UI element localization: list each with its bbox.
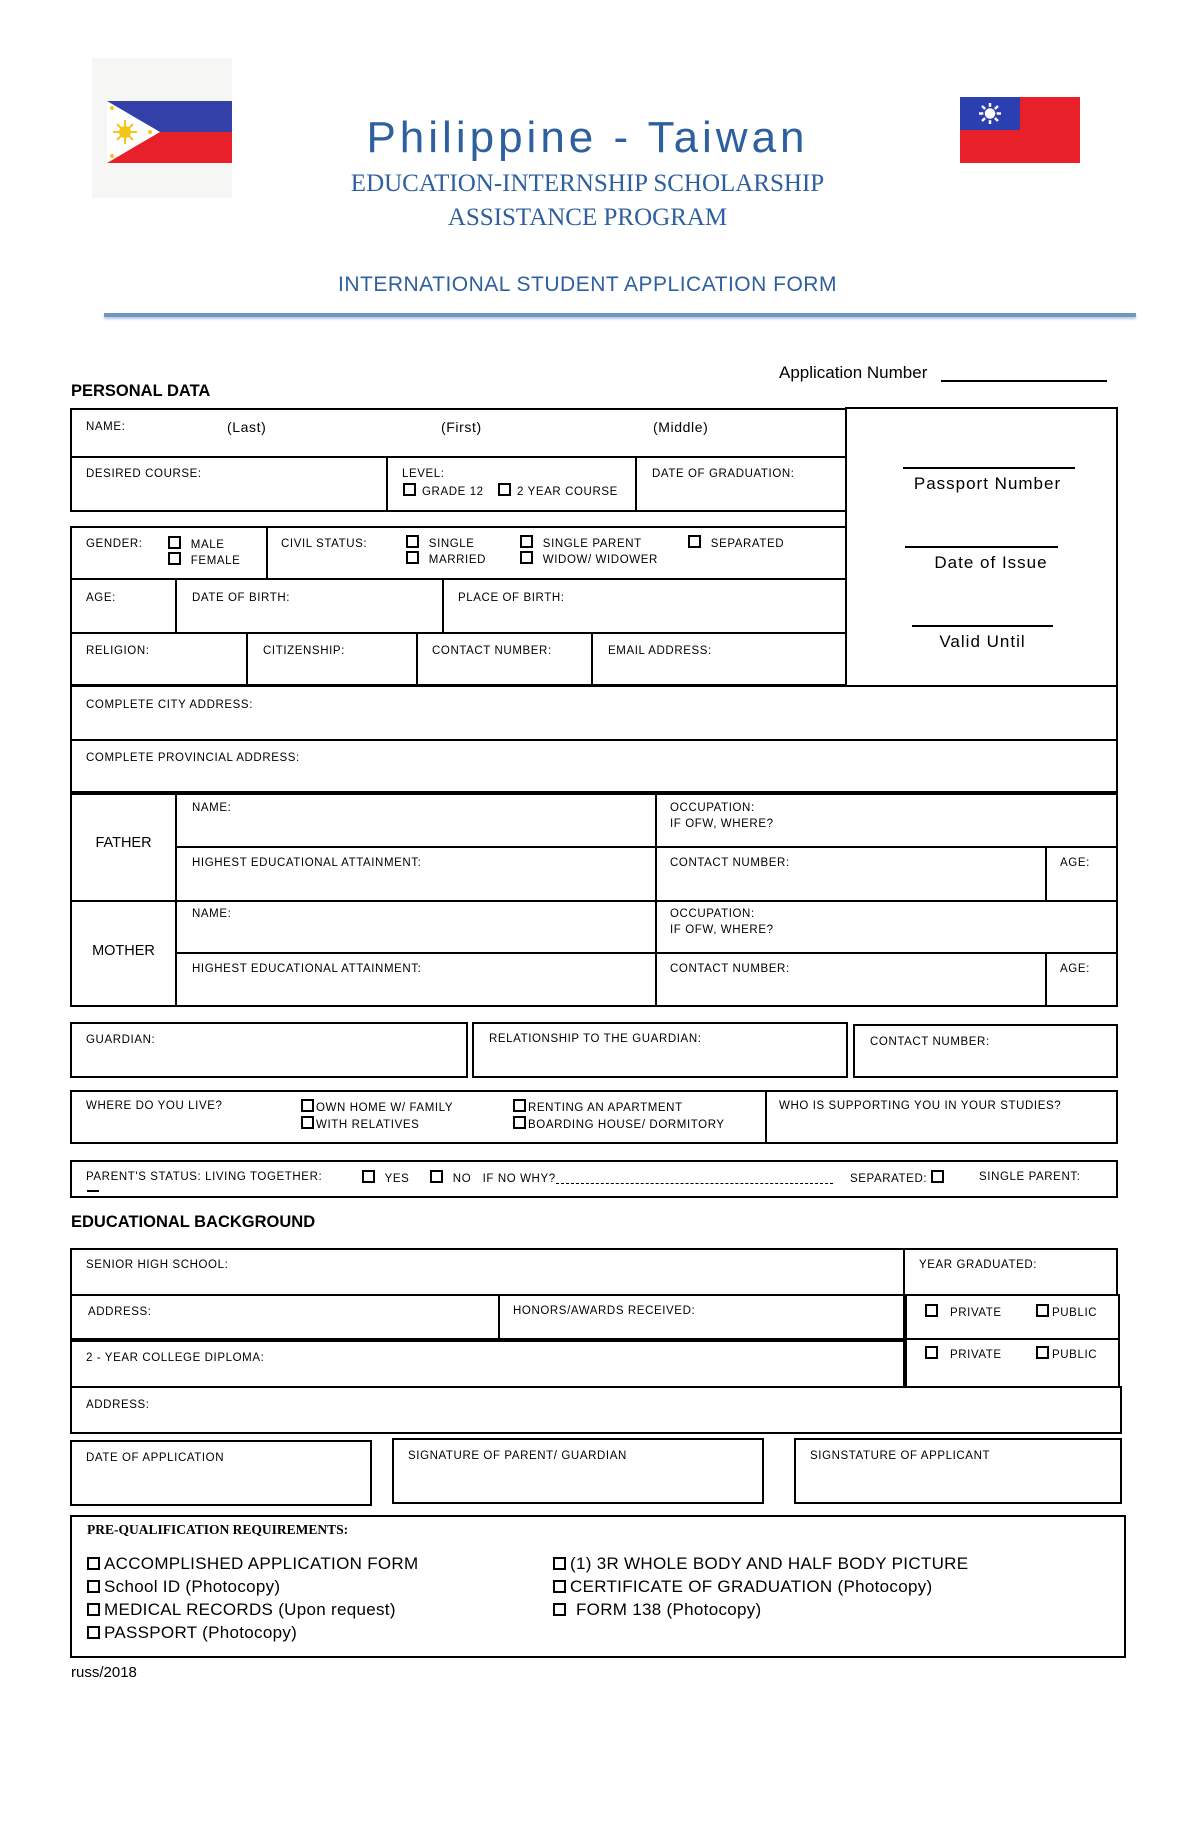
req-application-form: ACCOMPLISHED APPLICATION FORM <box>87 1554 418 1574</box>
where-live-label: WHERE DO YOU LIVE? <box>86 1100 223 1112</box>
civil-married-option[interactable]: MARRIED <box>406 551 486 566</box>
program-subtitle-1: EDUCATION-INTERNSHIP SCHOLARSHIP <box>350 170 825 197</box>
age-label: AGE: <box>86 592 116 604</box>
status-yes-option[interactable]: YES <box>362 1170 409 1185</box>
provincial-address-row <box>70 739 1118 793</box>
senior-high-row <box>70 1248 905 1296</box>
college-address-row <box>70 1386 1122 1434</box>
date-of-issue-line <box>905 546 1058 548</box>
req-form-138-checkbox[interactable] <box>553 1603 566 1616</box>
guardian-contact-box <box>853 1024 1118 1078</box>
status-separated-checkbox[interactable] <box>931 1170 944 1183</box>
parent-signature-label: SIGNATURE OF PARENT/ GUARDIAN <box>408 1450 627 1462</box>
single-parent-checkbox[interactable] <box>520 535 533 548</box>
renting-option[interactable]: RENTING AN APARTMENT <box>513 1099 683 1114</box>
college-public-checkbox[interactable] <box>1036 1346 1049 1359</box>
header-rule <box>104 313 1136 317</box>
req-school-id: School ID (Photocopy) <box>87 1577 280 1597</box>
date-of-issue-label: Date of Issue <box>934 553 1048 572</box>
single-checkbox[interactable] <box>406 535 419 548</box>
email-address-label: EMAIL ADDRESS: <box>608 645 712 657</box>
status-no-option[interactable]: NO IF NO WHY? <box>430 1170 556 1185</box>
contact-number-label: CONTACT NUMBER: <box>432 645 552 657</box>
city-address-row <box>70 685 1118 741</box>
shs-public-option[interactable]: PUBLIC <box>1036 1304 1097 1319</box>
single-parent-label: SINGLE PARENT: <box>979 1171 1081 1183</box>
place-of-birth-label: PLACE OF BIRTH: <box>458 592 565 604</box>
civil-widow-option[interactable]: WIDOW/ WIDOWER <box>520 551 658 566</box>
year-graduated-label: YEAR GRADUATED: <box>919 1259 1038 1271</box>
honors-box <box>498 1294 905 1340</box>
valid-until-label: Valid Until <box>939 632 1026 651</box>
relationship-box <box>472 1022 848 1078</box>
gender-female-option[interactable]: FEMALE <box>168 552 240 567</box>
shs-public-checkbox[interactable] <box>1036 1304 1049 1317</box>
mother-occupation-label: OCCUPATION: <box>670 908 755 920</box>
boarding-checkbox[interactable] <box>513 1116 526 1129</box>
gender-label: GENDER: <box>86 538 143 550</box>
applicant-signature-box <box>794 1438 1122 1504</box>
date-of-application-box <box>70 1440 372 1506</box>
grade12-checkbox[interactable] <box>403 483 416 496</box>
req-certificate-checkbox[interactable] <box>553 1580 566 1593</box>
req-form-138: FORM 138 (Photocopy) <box>553 1600 762 1620</box>
middle-name-hint: (Middle) <box>653 419 709 435</box>
program-subtitle-2: ASSISTANCE PROGRAM <box>447 204 728 231</box>
level-label: LEVEL: <box>402 468 445 480</box>
if-no-why-tick <box>87 1190 99 1192</box>
footer-code: russ/2018 <box>71 1664 137 1681</box>
college-private-option[interactable]: PRIVATE <box>925 1346 1002 1361</box>
form-title: INTERNATIONAL STUDENT APPLICATION FORM <box>338 273 837 296</box>
passport-number-label: Passport Number <box>913 474 1062 493</box>
name-label: NAME: <box>86 421 126 433</box>
date-of-graduation-label: DATE OF GRADUATION: <box>652 468 795 480</box>
boarding-option[interactable]: BOARDING HOUSE/ DORMITORY <box>513 1116 725 1131</box>
shs-private-checkbox[interactable] <box>925 1304 938 1317</box>
last-name-hint: (Last) <box>227 419 267 435</box>
who-supports-label: WHO IS SUPPORTING YOU IN YOUR STUDIES? <box>779 1100 1062 1112</box>
mother-education-label: HIGHEST EDUCATIONAL ATTAINMENT: <box>192 963 422 975</box>
civil-single-option[interactable]: SINGLE <box>406 535 475 550</box>
req-picture-checkbox[interactable] <box>553 1557 566 1570</box>
own-home-option[interactable]: OWN HOME W/ FAMILY <box>301 1099 453 1114</box>
own-home-checkbox[interactable] <box>301 1099 314 1112</box>
applicant-signature-label: SIGNSTATURE OF APPLICANT <box>810 1450 991 1462</box>
married-checkbox[interactable] <box>406 551 419 564</box>
req-medical-records: MEDICAL RECORDS (Upon request) <box>87 1600 396 1620</box>
educational-background-heading: EDUCATIONAL BACKGROUND <box>71 1213 316 1231</box>
male-checkbox[interactable] <box>168 536 181 549</box>
college-diploma-row <box>70 1340 905 1388</box>
req-application-form-checkbox[interactable] <box>87 1557 100 1570</box>
status-no-checkbox[interactable] <box>430 1170 443 1183</box>
with-relatives-checkbox[interactable] <box>301 1116 314 1129</box>
guardian-box <box>70 1022 468 1078</box>
father-label: FATHER <box>95 835 152 851</box>
civil-separated-option[interactable]: SEPARATED <box>688 535 784 550</box>
shs-address-label: ADDRESS: <box>88 1306 152 1318</box>
father-contact-label: CONTACT NUMBER: <box>670 857 790 869</box>
if-no-why-line <box>556 1183 833 1184</box>
personal-data-heading: PERSONAL DATA <box>71 382 211 400</box>
father-occupation-label: OCCUPATION: <box>670 802 755 814</box>
gender-male-option[interactable]: MALE <box>168 536 225 551</box>
level-2year-option[interactable]: 2 YEAR COURSE <box>498 483 618 498</box>
separated-checkbox[interactable] <box>688 535 701 548</box>
two-year-checkbox[interactable] <box>498 483 511 496</box>
req-passport: PASSPORT (Photocopy) <box>87 1623 297 1643</box>
honors-label: HONORS/AWARDS RECEIVED: <box>513 1305 696 1317</box>
college-address-label: ADDRESS: <box>86 1399 150 1411</box>
parent-status-label: PARENT'S STATUS: LIVING TOGETHER: <box>86 1171 323 1183</box>
provincial-address-label: COMPLETE PROVINCIAL ADDRESS: <box>86 752 300 764</box>
college-public-option[interactable]: PUBLIC <box>1036 1346 1097 1361</box>
req-picture: (1) 3R WHOLE BODY AND HALF BODY PICTURE <box>553 1554 968 1574</box>
widow-checkbox[interactable] <box>520 551 533 564</box>
level-grade12-option[interactable]: GRADE 12 <box>403 483 484 498</box>
father-education-label: HIGHEST EDUCATIONAL ATTAINMENT: <box>192 857 422 869</box>
date-of-birth-label: DATE OF BIRTH: <box>192 592 291 604</box>
father-age-label: AGE: <box>1060 857 1090 869</box>
father-ofw-label: IF OFW, WHERE? <box>670 818 774 830</box>
application-number-label: Application Number <box>779 363 928 382</box>
city-address-label: COMPLETE CITY ADDRESS: <box>86 699 253 711</box>
mother-contact-label: CONTACT NUMBER: <box>670 963 790 975</box>
college-private-checkbox[interactable] <box>925 1346 938 1359</box>
guardian-label: GUARDIAN: <box>86 1034 156 1046</box>
father-name-label: NAME: <box>192 802 232 814</box>
requirements-title: PRE-QUALIFICATION REQUIREMENTS: <box>87 1522 349 1537</box>
date-of-application-label: DATE OF APPLICATION <box>86 1452 225 1464</box>
application-number-line <box>941 380 1107 382</box>
parent-signature-box <box>392 1438 764 1504</box>
shs-private-option[interactable]: PRIVATE <box>925 1304 1002 1319</box>
req-passport-checkbox[interactable] <box>87 1626 100 1639</box>
desired-course-label: DESIRED COURSE: <box>86 468 202 480</box>
civil-single-parent-option[interactable]: SINGLE PARENT <box>520 535 642 550</box>
relationship-label: RELATIONSHIP TO THE GUARDIAN: <box>489 1033 702 1045</box>
passport-number-line <box>903 467 1075 469</box>
req-medical-records-checkbox[interactable] <box>87 1603 100 1616</box>
religion-row <box>70 632 847 686</box>
status-separated-option[interactable]: SEPARATED: <box>850 1170 950 1185</box>
with-relatives-option[interactable]: WITH RELATIVES <box>301 1116 419 1131</box>
guardian-contact-label: CONTACT NUMBER: <box>870 1036 990 1048</box>
civil-status-label: CIVIL STATUS: <box>281 538 368 550</box>
mother-label: MOTHER <box>92 943 155 959</box>
req-school-id-checkbox[interactable] <box>87 1580 100 1593</box>
status-yes-checkbox[interactable] <box>362 1170 375 1183</box>
religion-label: RELIGION: <box>86 645 150 657</box>
college-diploma-label: 2 - YEAR COLLEGE DIPLOMA: <box>86 1352 265 1364</box>
renting-checkbox[interactable] <box>513 1099 526 1112</box>
valid-until-line <box>912 625 1053 627</box>
citizenship-label: CITIZENSHIP: <box>263 645 345 657</box>
female-checkbox[interactable] <box>168 552 181 565</box>
mother-age-label: AGE: <box>1060 963 1090 975</box>
mother-ofw-label: IF OFW, WHERE? <box>670 924 774 936</box>
mother-name-label: NAME: <box>192 908 232 920</box>
first-name-hint: (First) <box>441 419 482 435</box>
age-row <box>70 578 847 634</box>
req-certificate: CERTIFICATE OF GRADUATION (Photocopy) <box>553 1577 933 1597</box>
year-graduated-box <box>903 1248 1118 1296</box>
senior-high-label: SENIOR HIGH SCHOOL: <box>86 1259 229 1271</box>
program-title: Philippine - Taiwan <box>366 113 809 162</box>
